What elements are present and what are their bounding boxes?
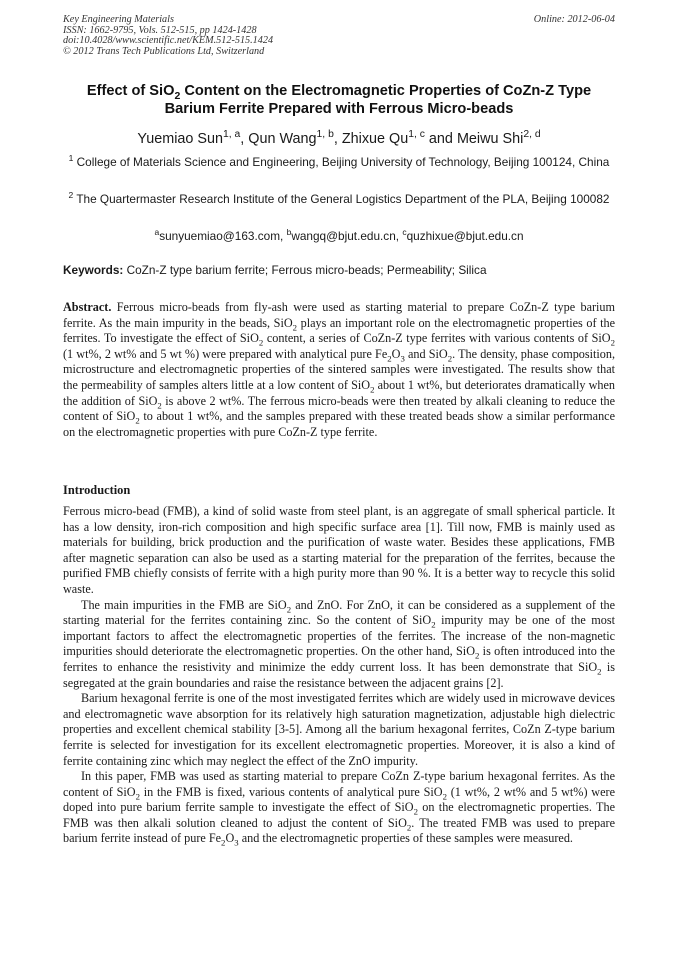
email-list — [63, 229, 615, 244]
subscript: 2 — [387, 353, 392, 364]
text-run: on the electromagnetic properties. The FMB was then alkali solution cleaned to adjust the content of SiO — [63, 800, 615, 830]
text-run: is segregated at the grain boundaries and raise the resistance between the adjacent grains [2]. — [63, 659, 615, 690]
section-heading-introduction: Introduction — [63, 483, 131, 497]
text-run: and the electromagnetic properties of these samples were measured. — [238, 831, 573, 846]
author-affiliation-marker: 1, c — [408, 129, 425, 141]
affiliation-number: 1 — [68, 153, 74, 164]
subscript: 2 — [406, 822, 412, 833]
subscript: 3 — [234, 837, 239, 848]
affiliation-number: 2 — [68, 190, 74, 201]
email-link[interactable]: quzhixue@bjut.edu.cn — [406, 229, 524, 243]
text-run: . The density, phase composition, microstructure and electromagnetic properties of the sintered samples were investigated. The results show that the permeability of samples alters little at a low content of SiO — [63, 346, 616, 392]
text-run: (1 wt%, 2 wt% and 5 wt%) were doped into pure barium ferrite sample to investigate the effect of SiO — [63, 784, 615, 815]
email-marker: a — [154, 227, 160, 238]
subscript: 2 — [413, 806, 418, 817]
journal-header — [63, 15, 615, 57]
text-run: and ZnO. For ZnO, it can be considered as a supplement of the starting material for the ferrites containing zinc. So the content of SiO — [63, 597, 615, 628]
text-run: to about 1 wt%, and the samples prepared with these treated beads show a similar performance on the electromagnetic properties with pure CoZn-Z type ferrite. — [63, 409, 615, 439]
subscript: 2 — [610, 337, 615, 348]
paper-title — [63, 82, 615, 118]
online-date: Online: 2012-06-04 — [533, 14, 615, 25]
text-run: The main impurities in the FMB are SiO — [81, 597, 287, 612]
text-run: O — [391, 346, 401, 361]
subscript: 2 — [157, 400, 162, 410]
email-marker: b — [286, 227, 292, 238]
text-run: Ferrous micro-bead (FMB), a kind of solid waste from steel plant, is an aggregate of small spherical particle. It has a low density, iron-rich composition and high specific surface area [1]. Till now, FMB is mainly used as materials for building, brick production and the purification of waste water. Besides these applications, FMB after magnetic separation can also be used as a starting material for the preparation of the ferrites, because the purified FMB chiefly consists of ferrite with a high purity more than 90 %. It is a better way to recycle this solid waste. — [63, 504, 615, 596]
author-name: Meiwu Shi — [456, 131, 524, 147]
paragraph — [63, 598, 615, 692]
title-part-2: Content on the Electromagnetic Properties of CoZn-Z Type Barium Ferrite Prepared with Ferrous Micro-beads — [164, 83, 592, 117]
author — [137, 131, 248, 147]
email-link[interactable]: sunyuemiao@163.com — [159, 229, 281, 243]
subscript: 2 — [370, 384, 375, 395]
author-name: Yuemiao Sun — [137, 131, 223, 147]
affiliation-text: The Quartermaster Research Institute of the General Logistics Department of the PLA, Beijing 100082 — [76, 192, 610, 206]
subscript: 2 — [442, 791, 447, 802]
affiliation-1 — [63, 155, 615, 171]
abstract-label: Abstract. — [63, 300, 112, 314]
author-separator: and — [424, 131, 457, 147]
affiliation-2 — [63, 192, 615, 208]
affiliation-text: College of Materials Science and Engineering, Beijing University of Technology, Beijing 100124, China — [76, 155, 610, 169]
title-subscript: 2 — [174, 89, 181, 102]
title-part-1: Effect of SiO — [86, 83, 175, 99]
author — [248, 131, 342, 147]
email-marker: c — [402, 227, 407, 238]
subscript: 2 — [135, 415, 140, 426]
text-run: Ferrous micro-beads from fly-ash were used as starting material to prepare CoZn-Z type barium ferrite. As the main impurity in the beads, SiO — [63, 300, 615, 330]
subscript: 2 — [135, 791, 140, 802]
text-run: about 1 wt%, but deteriorates dramatically when the addition of SiO — [63, 377, 616, 408]
copyright-line: © 2012 Trans Tech Publications Ltd, Switzerland — [63, 45, 265, 57]
subscript: 2 — [286, 604, 292, 614]
subscript: 2 — [221, 837, 226, 848]
email-separator: , — [395, 229, 403, 243]
keywords-text: CoZn-Z type barium ferrite; Ferrous micro-beads; Permeability; Silica — [123, 263, 487, 277]
journal-name: Key Engineering Materials — [63, 14, 174, 25]
paragraph — [63, 504, 615, 598]
author-separator: , — [333, 131, 342, 147]
subscript: 3 — [400, 353, 405, 364]
abstract — [63, 300, 615, 440]
paragraph — [63, 769, 615, 847]
author-affiliation-marker: 1, a — [223, 129, 241, 141]
abstract-body — [63, 300, 615, 439]
subscript: 2 — [447, 353, 453, 364]
text-run: and SiO — [404, 346, 448, 361]
subscript: 2 — [431, 619, 436, 630]
text-run: (1 wt%, 2 wt% and 5 wt %) were prepared with analytical pure Fe — [63, 346, 388, 361]
text-run: is above 2 wt%. The ferrous micro-beads were then treated by alkali cleaning to reduce the content of SiO — [63, 393, 616, 424]
author-separator: , — [240, 131, 249, 147]
text-run: Barium hexagonal ferrite is one of the most investigated ferrites which are widely used in microwave devices and electromagnetic wave absorption for its relatively high saturation magnetization, adjustable high dielectric properties and excellent chemical stability [3-5]. Among all the barium hexagonal ferrites, CoZn Z-type barium ferrite is selected for investigation for its excellent electromagnetic properties. Moreover, it is also a kind of ferrite containing zinc which may neglect the effect of the ZnO impurity. — [63, 691, 615, 768]
author — [342, 131, 457, 147]
email-link[interactable]: wangq@bjut.edu.cn — [291, 229, 396, 243]
introduction-body — [63, 504, 615, 847]
text-run: O — [225, 831, 235, 846]
subscript: 2 — [292, 322, 298, 333]
doi-line: doi:10.4028/www.scientific.net/KEM.512-515.1424 — [63, 35, 274, 46]
author-list — [63, 130, 615, 148]
author-affiliation-marker: 2, d — [523, 129, 541, 141]
author-name: Zhixue Qu — [341, 131, 409, 147]
subscript: 2 — [258, 337, 264, 348]
text-run: . The treated FMB was used to prepare barium ferrite instead of pure Fe — [63, 815, 615, 846]
author-affiliation-marker: 1, b — [316, 129, 334, 141]
text-run: content, a series of CoZn-Z type ferrites with various contents of SiO — [263, 331, 611, 346]
author-name: Qun Wang — [248, 131, 317, 147]
keywords-label: Keywords: — [63, 263, 124, 277]
email-separator: , — [280, 229, 287, 243]
text-run: impurity may be one of the most important factors to affect the electromagnetic properties of the ferrites. The increase of the non-magnetic impurities should deteriorate the electromagnetic properties. On the other hand, SiO — [63, 613, 615, 659]
subscript: 2 — [597, 666, 602, 677]
subscript: 2 — [475, 650, 480, 661]
text-run: in the FMB is fixed, various contents of analytical pure SiO — [139, 784, 443, 799]
text-run: is often introduced into the ferrites to enhance the resistivity and minimize the eddy current loss. It has been demonstrate that SiO — [63, 644, 616, 674]
text-run: plays an important role on the electromagnetic properties of the ferrites. To investigate the effect of SiO — [63, 315, 615, 346]
issn-line: ISSN: 1662-9795, Vols. 512-515, pp 1424-1428 — [63, 24, 257, 36]
text-run: In this paper, FMB was used as starting material to prepare CoZn Z-type barium hexagonal ferrites. As the content of SiO — [63, 769, 615, 799]
keywords — [63, 263, 615, 278]
paragraph — [63, 691, 615, 769]
author — [457, 131, 541, 147]
